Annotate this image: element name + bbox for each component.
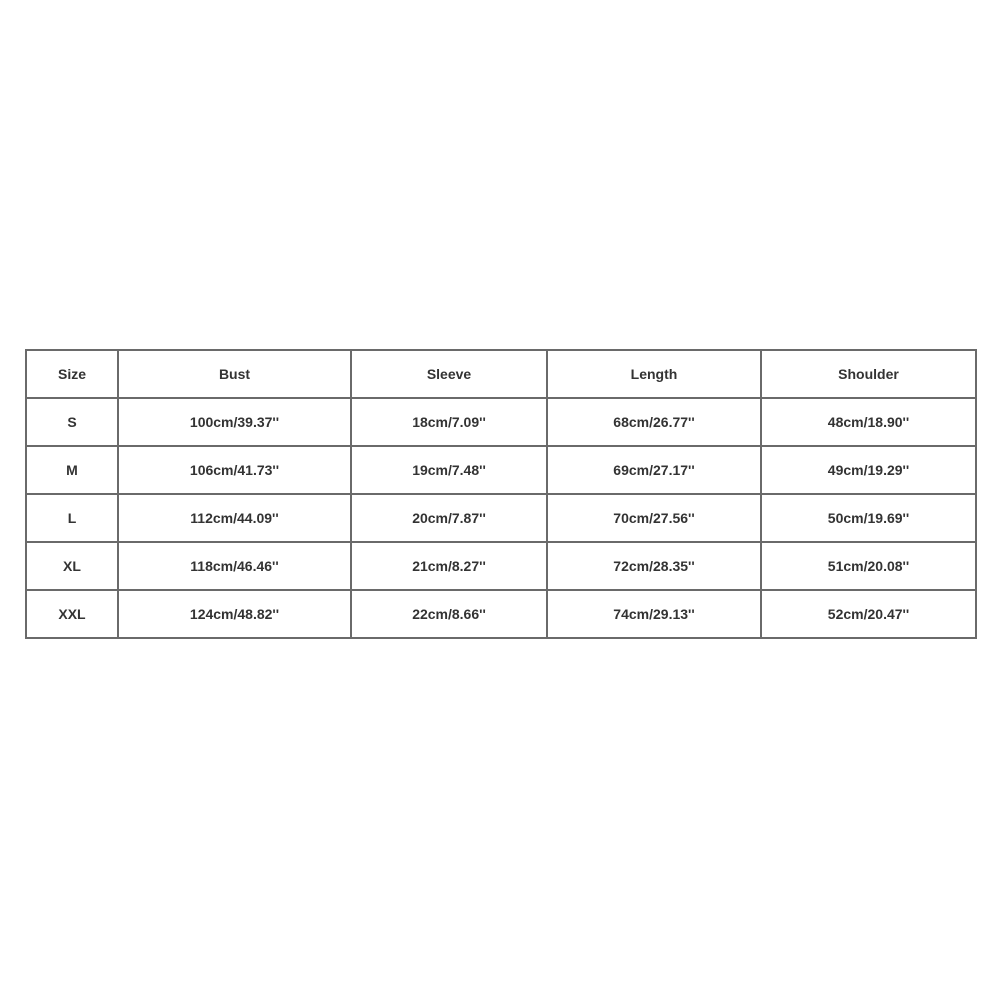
cell-shoulder: 51cm/20.08'' [761, 542, 976, 590]
cell-sleeve: 19cm/7.48'' [351, 446, 547, 494]
cell-bust: 112cm/44.09'' [118, 494, 351, 542]
header-shoulder: Shoulder [761, 350, 976, 398]
cell-sleeve: 20cm/7.87'' [351, 494, 547, 542]
cell-bust: 124cm/48.82'' [118, 590, 351, 638]
cell-bust: 100cm/39.37'' [118, 398, 351, 446]
header-length: Length [547, 350, 761, 398]
cell-bust: 118cm/46.46'' [118, 542, 351, 590]
cell-length: 70cm/27.56'' [547, 494, 761, 542]
cell-shoulder: 52cm/20.47'' [761, 590, 976, 638]
table-row [26, 542, 976, 590]
size-chart-table [25, 349, 977, 639]
cell-sleeve: 22cm/8.66'' [351, 590, 547, 638]
cell-length: 72cm/28.35'' [547, 542, 761, 590]
cell-size: XL [26, 542, 118, 590]
cell-shoulder: 49cm/19.29'' [761, 446, 976, 494]
cell-length: 68cm/26.77'' [547, 398, 761, 446]
cell-sleeve: 21cm/8.27'' [351, 542, 547, 590]
cell-bust: 106cm/41.73'' [118, 446, 351, 494]
cell-length: 69cm/27.17'' [547, 446, 761, 494]
cell-size: XXL [26, 590, 118, 638]
header-bust: Bust [118, 350, 351, 398]
cell-size: S [26, 398, 118, 446]
cell-size: M [26, 446, 118, 494]
table-row [26, 590, 976, 638]
table-row [26, 398, 976, 446]
table-row [26, 446, 976, 494]
header-size: Size [26, 350, 118, 398]
header-sleeve: Sleeve [351, 350, 547, 398]
cell-sleeve: 18cm/7.09'' [351, 398, 547, 446]
cell-shoulder: 50cm/19.69'' [761, 494, 976, 542]
cell-shoulder: 48cm/18.90'' [761, 398, 976, 446]
table-row [26, 494, 976, 542]
table-header-row [26, 350, 976, 398]
cell-size: L [26, 494, 118, 542]
cell-length: 74cm/29.13'' [547, 590, 761, 638]
